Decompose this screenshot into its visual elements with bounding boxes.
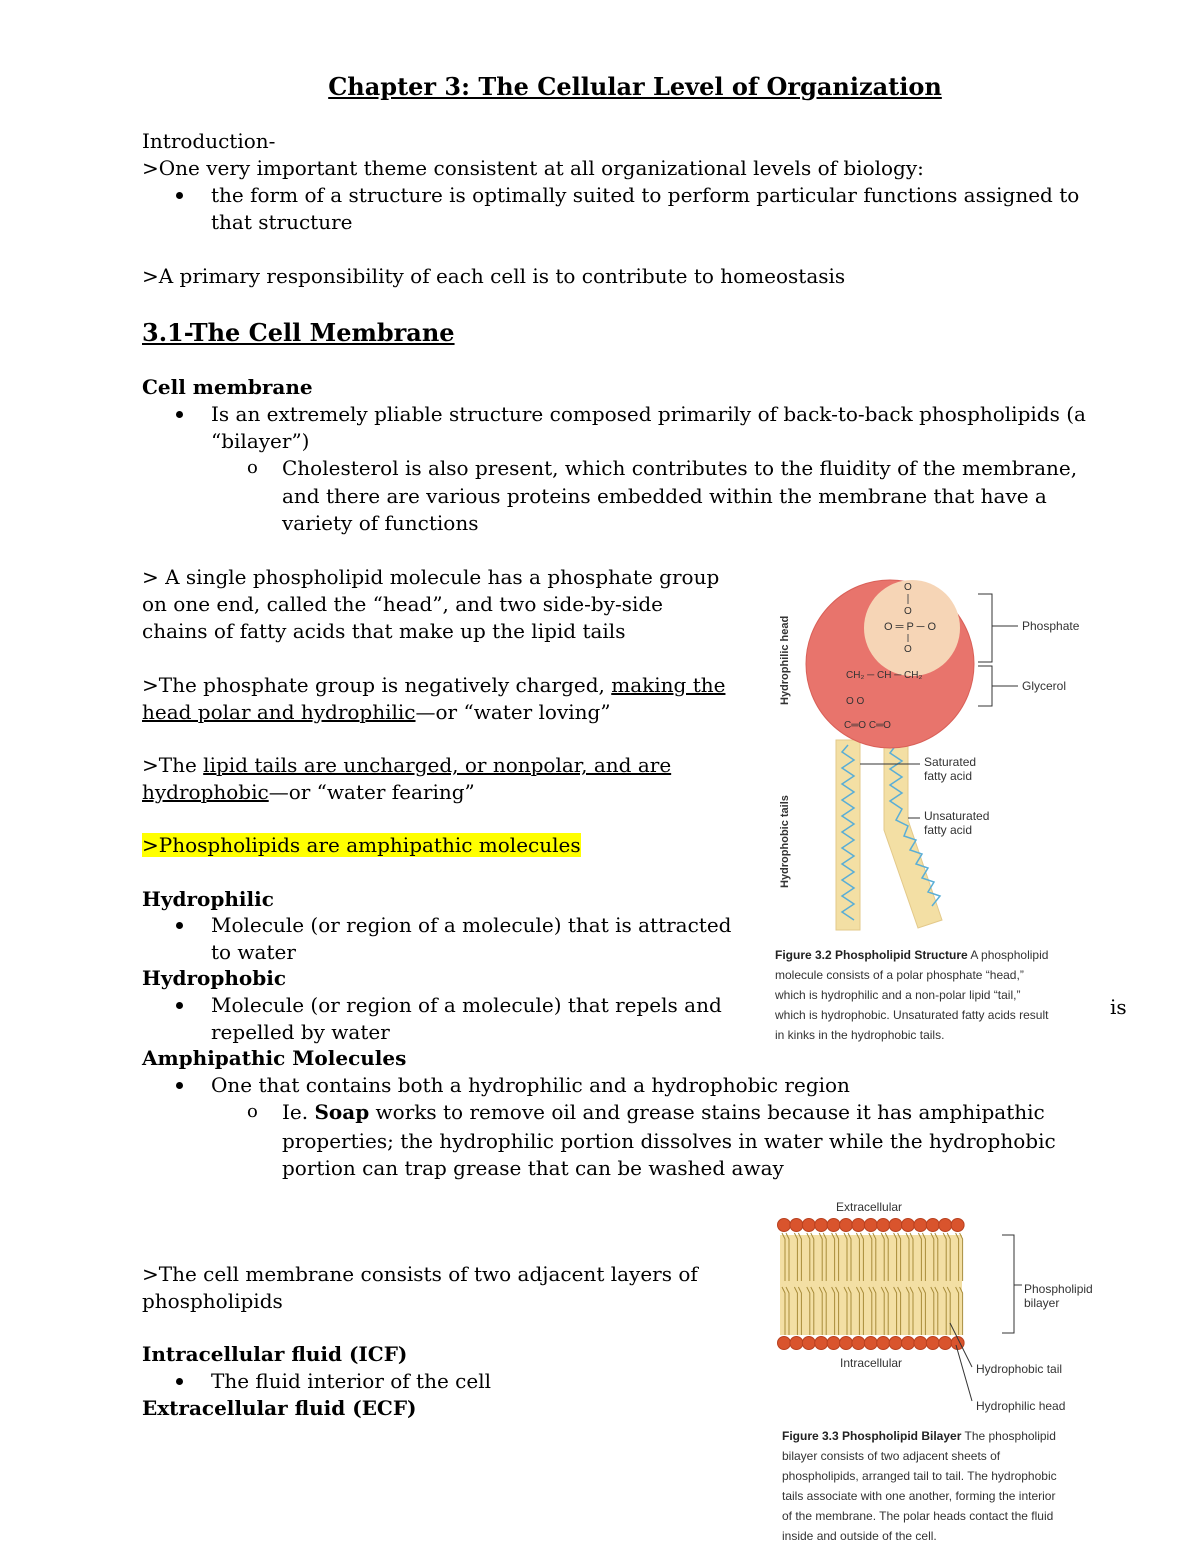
hydrophilic-head-label: Hydrophilic head [779, 615, 791, 705]
bilayer-note-cont: phospholipids [142, 1289, 283, 1313]
page-title: Chapter 3: The Cellular Level of Organization [328, 72, 942, 101]
term-hydrophilic: Hydrophilic [142, 887, 274, 911]
term-amphipathic: Amphipathic Molecules [142, 1046, 407, 1070]
bullet-dot [176, 192, 183, 199]
lipid-tails-line2: hydrophobic—or “water fearing” [142, 780, 475, 804]
head-bead [840, 1219, 853, 1232]
icf-def: The fluid interior of the cell [211, 1369, 491, 1393]
svg-text:O ═ P ─ O: O ═ P ─ O [884, 621, 937, 633]
head-bead [815, 1337, 828, 1350]
hydrophobic-tail-label: Hydrophobic tail [976, 1362, 1063, 1376]
hydrophilic-def-cont: to water [211, 940, 296, 964]
lipid-tails-line: >The lipid tails are uncharged, or nonpolar, and are [142, 753, 672, 777]
head-bead [939, 1337, 952, 1350]
intro-theme-line: >One very important theme consistent at all organizational levels of biology: [142, 156, 924, 180]
head-bead [877, 1337, 890, 1350]
head-bead [827, 1337, 840, 1350]
head-bead [778, 1219, 791, 1232]
svg-text:O: O [904, 606, 912, 617]
phospholipid-para-1-line2: on one end, called the “head”, and two side-by-side [142, 592, 663, 616]
sub-bullet-ring: o [247, 457, 258, 478]
head-bead [778, 1337, 791, 1350]
soap-example-cont: properties; the hydrophilic portion dissolves in water while the hydrophobic [282, 1129, 1056, 1153]
head-bead [914, 1219, 927, 1232]
bullet-dot [176, 1378, 183, 1385]
head-bead [852, 1219, 865, 1232]
glycerol-label: Glycerol [1022, 679, 1067, 693]
head-bead [802, 1219, 815, 1232]
phosphate-label: Phosphate [1022, 619, 1080, 633]
intro-heading: Introduction- [142, 129, 276, 153]
figure-3-3-caption: Figure 3.3 Phospholipid Bilayer The phospholipid bilayer consists of two adjacent sheets of phospholipids, arranged tail to tail. The hydrophobic tails associate with one another, forming the interior of the membrane. The polar heads contact the fluid inside and outside of the cell. [782, 1429, 1057, 1543]
head-bead [951, 1219, 964, 1232]
svg-text:C═O C═O: C═O C═O [844, 720, 891, 731]
unsaturated-label: Unsaturated [924, 809, 990, 823]
bullet-dot [176, 1002, 183, 1009]
head-bead [877, 1219, 890, 1232]
cell-membrane-sub-cont2: variety of functions [282, 511, 479, 535]
svg-text:O O: O O [846, 696, 865, 707]
svg-text:O: O [904, 644, 912, 655]
hydrophobic-def-cont: repelled by water [211, 1020, 390, 1044]
head-bead [902, 1219, 915, 1232]
hydrophobic-def: Molecule (or region of a molecule) that repels and [211, 993, 722, 1017]
intro-responsibility: >A primary responsibility of each cell is to contribute to homeostasis [142, 264, 846, 288]
head-bead [815, 1219, 828, 1232]
hydrophilic-head-label-2: Hydrophilic head [976, 1399, 1066, 1413]
amphipathic-highlight: >Phospholipids are amphipathic molecules [142, 833, 581, 857]
saturated-tail [836, 740, 860, 930]
phosphate-charge-line: >The phosphate group is negatively charged, making the [142, 673, 726, 697]
cell-membrane-sub: Cholesterol is also present, which contributes to the fluidity of the membrane, [282, 456, 1078, 480]
head-bead [889, 1219, 902, 1232]
cell-membrane-sub-cont: and there are various proteins embedded within the membrane that have a [282, 484, 1047, 508]
amphipathic-def: One that contains both a hydrophilic and a hydrophobic region [211, 1073, 850, 1097]
phospholipid-bilayer-figure [770, 1195, 1130, 1420]
phospholipid-structure-figure [760, 570, 1120, 940]
term-icf: Intracellular fluid (ICF) [142, 1342, 408, 1366]
hydrophobic-tails-label: Hydrophobic tails [779, 795, 791, 888]
head-bead [864, 1337, 877, 1350]
head-bead [914, 1337, 927, 1350]
saturated-label-2: fatty acid [924, 769, 973, 783]
unsaturated-label-2: fatty acid [924, 823, 973, 837]
head-bead [926, 1337, 939, 1350]
intracellular-label: Intracellular [840, 1356, 903, 1370]
head-bead [802, 1337, 815, 1350]
term-cell-membrane: Cell membrane [142, 375, 313, 399]
svg-text:O: O [904, 582, 912, 593]
bilayer-label-2: bilayer [1024, 1296, 1060, 1310]
tail-region [780, 1235, 962, 1335]
intro-bullet-text: the form of a structure is optimally suited to perform particular functions assigned to [211, 183, 1080, 207]
bilayer-note: >The cell membrane consists of two adjacent layers of [142, 1262, 698, 1286]
intro-bullet-text-cont: that structure [211, 210, 353, 234]
head-bead [827, 1219, 840, 1232]
saturated-label: Saturated [924, 755, 977, 769]
stray-word: is [1110, 995, 1127, 1019]
head-bead [889, 1337, 902, 1350]
phosphate-charge-line2: head polar and hydrophilic—or “water loving” [142, 700, 611, 724]
head-bead [840, 1337, 853, 1350]
bilayer-label: Phospholipid [1024, 1282, 1093, 1296]
head-bead [902, 1337, 915, 1350]
figure-3-2-caption: Figure 3.2 Phospholipid Structure A phospholipid molecule consists of a polar phosphate “head,” which is hydrophilic and a non-polar lipid “tail,” which is hydrophobic. Unsaturated fatty acids result in kinks in the hydrophobic tails. [775, 948, 1049, 1042]
head-bead [864, 1219, 877, 1232]
svg-text:CH₂ ─ CH ─ CH₂: CH₂ ─ CH ─ CH₂ [846, 670, 923, 681]
phospholipid-para-1: > A single phospholipid molecule has a phosphate group [142, 565, 720, 589]
head-bead [790, 1337, 803, 1350]
bullet-dot [176, 411, 183, 418]
head-bead [790, 1219, 803, 1232]
bullet-dot [176, 922, 183, 929]
extracellular-label: Extracellular [836, 1200, 903, 1214]
soap-example: Ie. Soap works to remove oil and grease stains because it has amphipathic [282, 1100, 1045, 1124]
phospholipid-para-1-line3: chains of fatty acids that make up the lipid tails [142, 619, 626, 643]
head-bead [926, 1219, 939, 1232]
cell-membrane-bullet-cont: “bilayer”) [211, 429, 310, 453]
sub-bullet-ring: o [247, 1101, 258, 1122]
section-heading: 3.1-The Cell Membrane [142, 318, 455, 347]
hydrophilic-def: Molecule (or region of a molecule) that is attracted [211, 913, 732, 937]
phosphate-bracket [978, 594, 992, 662]
bilayer-bracket [1002, 1235, 1014, 1333]
cell-membrane-bullet: Is an extremely pliable structure composed primarily of back-to-back phospholipids (a [211, 402, 1086, 426]
term-hydrophobic: Hydrophobic [142, 966, 287, 990]
soap-example-cont2: portion can trap grease that can be washed away [282, 1156, 784, 1180]
head-bead [852, 1337, 865, 1350]
bullet-dot [176, 1082, 183, 1089]
head-bead [939, 1219, 952, 1232]
term-ecf: Extracellular fluid (ECF) [142, 1396, 417, 1420]
glycerol-bracket [978, 666, 992, 706]
